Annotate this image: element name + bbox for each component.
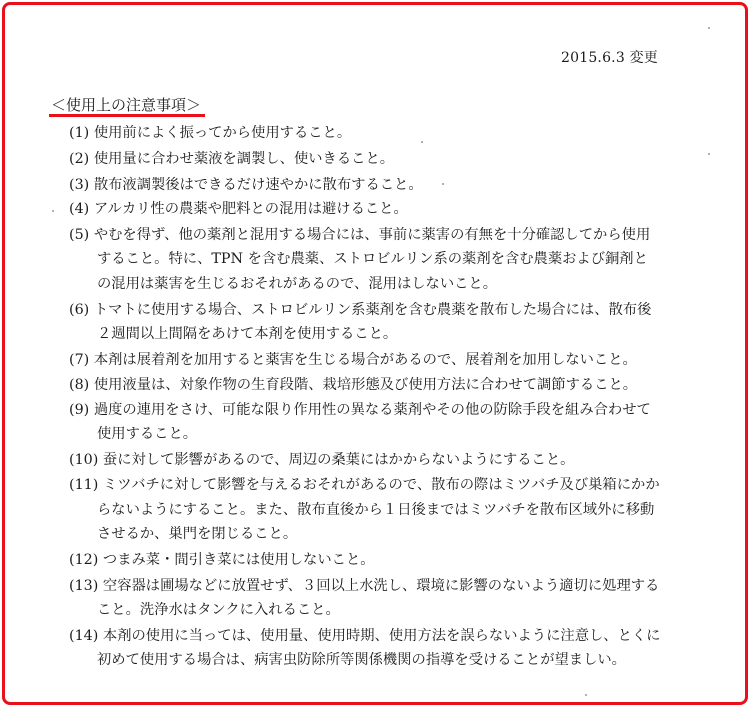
item-continuation: 使用すること。 (97, 426, 198, 442)
item-continuation: らないようにすること。また、散布直後から１日後まではミツバチを散布区域外に移動 (97, 502, 655, 518)
item-text: つまみ菜・間引き菜には使用しないこと。 (102, 552, 375, 568)
item-number: (3) (69, 177, 90, 193)
scan-speck (708, 27, 710, 29)
list-item (69, 301, 651, 319)
list-item (69, 551, 375, 569)
item-number: (7) (69, 352, 90, 368)
list-item (69, 376, 637, 394)
scan-speck (442, 183, 444, 185)
item-number: (10) (69, 452, 99, 468)
item-continuation: ２週間以上間隔をあけて本剤を使用すること。 (97, 326, 398, 342)
item-number: (6) (69, 302, 90, 318)
list-item (69, 451, 574, 469)
list-item (69, 176, 423, 194)
item-continuation: すること。特に、TPN を含む農薬、ストロビルリン系の薬剤を含む農薬および銅剤と (97, 251, 648, 267)
heading-block (51, 96, 201, 114)
item-number: (8) (69, 377, 90, 393)
item-continuation: の混用は薬害を生じるおそれがあるので、混用はしないこと。 (97, 276, 498, 292)
list-item (69, 200, 408, 218)
item-text: 使用量に合わせ薬液を調製し、使いきること。 (93, 151, 395, 167)
list-item (69, 401, 651, 419)
scan-speck (52, 210, 54, 212)
item-text: 本剤の使用に当っては、使用量、使用時期、使用方法を誤らないように注意し、とくに (102, 628, 661, 644)
list-item (69, 627, 660, 645)
item-text: やむを得ず、他の薬剤と混用する場合には、事前に薬害の有無を十分確認してから使用 (93, 227, 651, 243)
item-text: ミツバチに対して影響を与えるおそれがあるので、散布の際はミツバチ及び巣箱にかか (102, 477, 660, 493)
list-item (69, 351, 637, 369)
item-number: (1) (69, 125, 90, 141)
scan-speck (421, 141, 423, 143)
item-text: 過度の連用をさけ、可能な限り作用性の異なる薬剤やその他の防除手段を組み合わせて (93, 402, 651, 418)
item-text: 本剤は展着剤を加用すると薬害を生じる場合があるので、展着剤を加用しないこと。 (93, 352, 637, 368)
item-text: 使用前によく振ってから使用すること。 (93, 125, 352, 141)
revision-date: 2015.6.3 変更 (561, 50, 658, 66)
list-item (69, 150, 394, 168)
item-number: (4) (69, 201, 90, 217)
item-number: (14) (69, 628, 99, 644)
document-frame (2, 2, 748, 705)
item-number: (13) (69, 578, 99, 594)
scan-speck (585, 694, 587, 696)
heading-underline (49, 114, 205, 117)
list-item (69, 124, 351, 142)
item-text: トマトに使用する場合、ストロビルリン系薬剤を含む農薬を散布した場合には、散布後 (93, 302, 652, 318)
scan-speck (708, 153, 710, 155)
item-number: (12) (69, 552, 99, 568)
item-text: 使用液量は、対象作物の生育段階、栽培形態及び使用方法に合わせて調節すること。 (93, 377, 638, 393)
item-number: (5) (69, 227, 90, 243)
item-continuation: 初めて使用する場合は、病害虫防除所等関係機関の指導を受けることが望ましい。 (97, 652, 626, 668)
item-number: (11) (69, 477, 99, 493)
list-item (69, 476, 660, 494)
item-continuation: こと。洗浄水はタンクに入れること。 (97, 602, 340, 618)
section-heading: ＜使用上の注意事項＞ (51, 96, 202, 114)
list-item (69, 226, 650, 244)
list-item (69, 577, 659, 595)
item-text: 蚕に対して影響があるので、周辺の桑葉にはかからないようにすること。 (102, 452, 575, 468)
item-text: 散布液調製後はできるだけ速やかに散布すること。 (93, 177, 423, 193)
item-number: (9) (69, 402, 90, 418)
item-text: アルカリ性の農薬や肥料との混用は避けること。 (93, 201, 408, 217)
item-text: 空容器は圃場などに放置せず、３回以上水洗し、環境に影響のないよう適切に処理する (102, 578, 660, 594)
item-continuation: させるか、巣門を閉じること。 (97, 526, 298, 542)
item-number: (2) (69, 151, 90, 167)
